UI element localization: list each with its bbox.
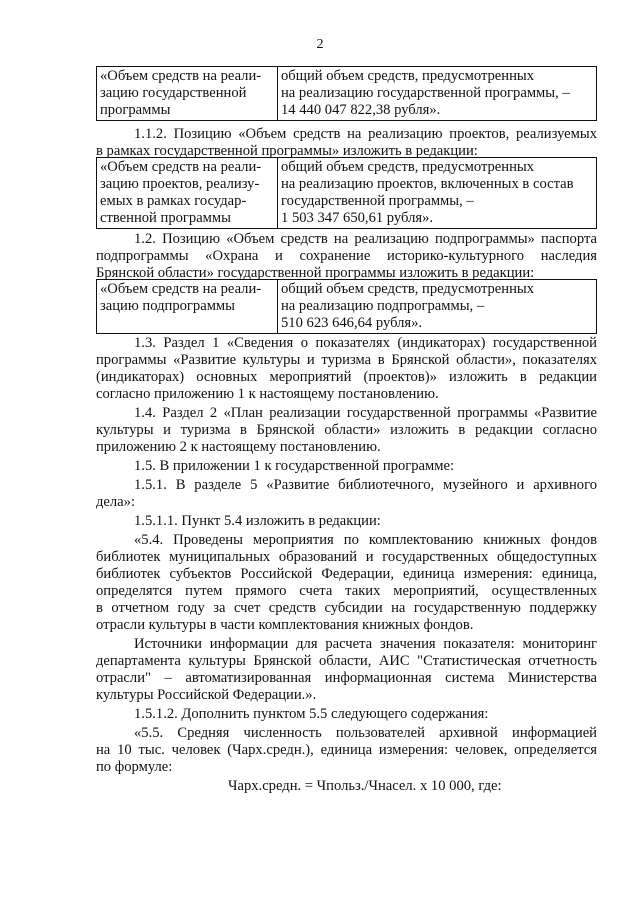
paragraph-line: в отчетном году за счет средств субсидии на государственную поддержку bbox=[96, 600, 597, 616]
paragraph-line: библиотек субъектов Российской Федерации, единица измерения: единица, bbox=[96, 566, 597, 582]
table-cell-label: «Объем средств на реали- зацию государственной программы bbox=[97, 67, 278, 121]
table-cell-value: общий объем средств, предусмотренных на реализацию подпрограммы, – 510 623 646,64 рубля». bbox=[278, 280, 597, 334]
paragraph-line: отрасли" – автоматизированная информационная система Министерства bbox=[96, 670, 597, 686]
paragraph-line: «5.4. Проведены мероприятия по комплектованию книжных фондов bbox=[134, 532, 597, 548]
paragraph-line: 1.4. Раздел 2 «План реализации государственной программы «Развитие bbox=[134, 405, 597, 421]
paragraph-line: департамента культуры Брянской области, АИС "Статистическая отчетность bbox=[96, 653, 597, 669]
position-table-program-funding bbox=[96, 66, 597, 121]
page-number: 2 bbox=[316, 37, 324, 52]
paragraph-line: Источники информации для расчета значения показателя: мониторинг bbox=[134, 636, 597, 652]
paragraph-line: 1.5.1.2. Дополнить пунктом 5.5 следующего содержания: bbox=[134, 706, 489, 722]
position-table-subprogram-funding bbox=[96, 279, 597, 334]
paragraph-line: 1.5.1.1. Пункт 5.4 изложить в редакции: bbox=[134, 513, 381, 529]
paragraph-line: 1.1.2. Позицию «Объем средств на реализацию проектов, реализуемых bbox=[134, 126, 597, 142]
table-row bbox=[97, 67, 597, 121]
table-cell-label: «Объем средств на реали- зацию проектов, реализу- емых в рамках государ- ственной программы bbox=[97, 158, 278, 229]
position-table-projects-funding bbox=[96, 157, 597, 229]
paragraph-line: «5.5. Средняя численность пользователей архивной информацией bbox=[134, 725, 597, 741]
paragraph-line: на 10 тыс. человек (Чарх.средн.), единица измерения: человек, определяется bbox=[96, 742, 597, 758]
table-cell-label: «Объем средств на реали- зацию подпрограммы bbox=[97, 280, 278, 334]
table-row bbox=[97, 158, 597, 229]
paragraph-line: 1.2. Позицию «Объем средств на реализацию подпрограммы» паспорта bbox=[134, 231, 597, 247]
paragraph-line: приложению 2 к настоящему постановлению. bbox=[96, 439, 381, 455]
paragraph-line: согласно приложению 1 к настоящему постановлению. bbox=[96, 386, 439, 402]
paragraph-line: подпрограммы «Охрана и сохранение историко-культурного наследия bbox=[96, 248, 597, 264]
paragraph-line: дела»: bbox=[96, 494, 136, 510]
paragraph-line: 1.5.1. В разделе 5 «Развитие библиотечного, музейного и архивного bbox=[134, 477, 597, 493]
paragraph-line: программы «Развитие культуры и туризма в Брянской области», показателях bbox=[96, 352, 597, 368]
paragraph-line: по формуле: bbox=[96, 759, 173, 775]
paragraph-line: определятся путем прямого счета таких мероприятий, осуществленных bbox=[96, 583, 597, 599]
paragraph-line: 1.3. Раздел 1 «Сведения о показателях (индикаторах) государственной bbox=[134, 335, 597, 351]
paragraph-line: библиотек муниципальных образований и государственных общедоступных bbox=[96, 549, 597, 565]
formula: Чарх.средн. = Чпольз./Чнасел. х 10 000, где: bbox=[228, 778, 502, 794]
table-cell-value: общий объем средств, предусмотренных на реализацию государственной программы, – 14 440 047 822,38 рубля». bbox=[278, 67, 597, 121]
paragraph-line: культуры Российской Федерации.». bbox=[96, 687, 317, 703]
paragraph-line: Брянской области» государственной программы изложить в редакции: bbox=[96, 265, 535, 281]
paragraph-line: в рамках государственной программы» изложить в редакции: bbox=[96, 143, 478, 159]
paragraph-line: 1.5. В приложении 1 к государственной программе: bbox=[134, 458, 455, 474]
paragraph-line: культуры и туризма в Брянской области» изложить в редакции согласно bbox=[96, 422, 597, 438]
table-row bbox=[97, 280, 597, 334]
table-cell-value: общий объем средств, предусмотренных на реализацию проектов, включенных в состав государственной программы, – 1 503 347 650,61 рубля». bbox=[278, 158, 597, 229]
paragraph-line: (индикаторах) основных мероприятий (проектов)» изложить в редакции bbox=[96, 369, 597, 385]
paragraph-line: отрасли культуры в части комплектования книжных фондов. bbox=[96, 617, 474, 633]
